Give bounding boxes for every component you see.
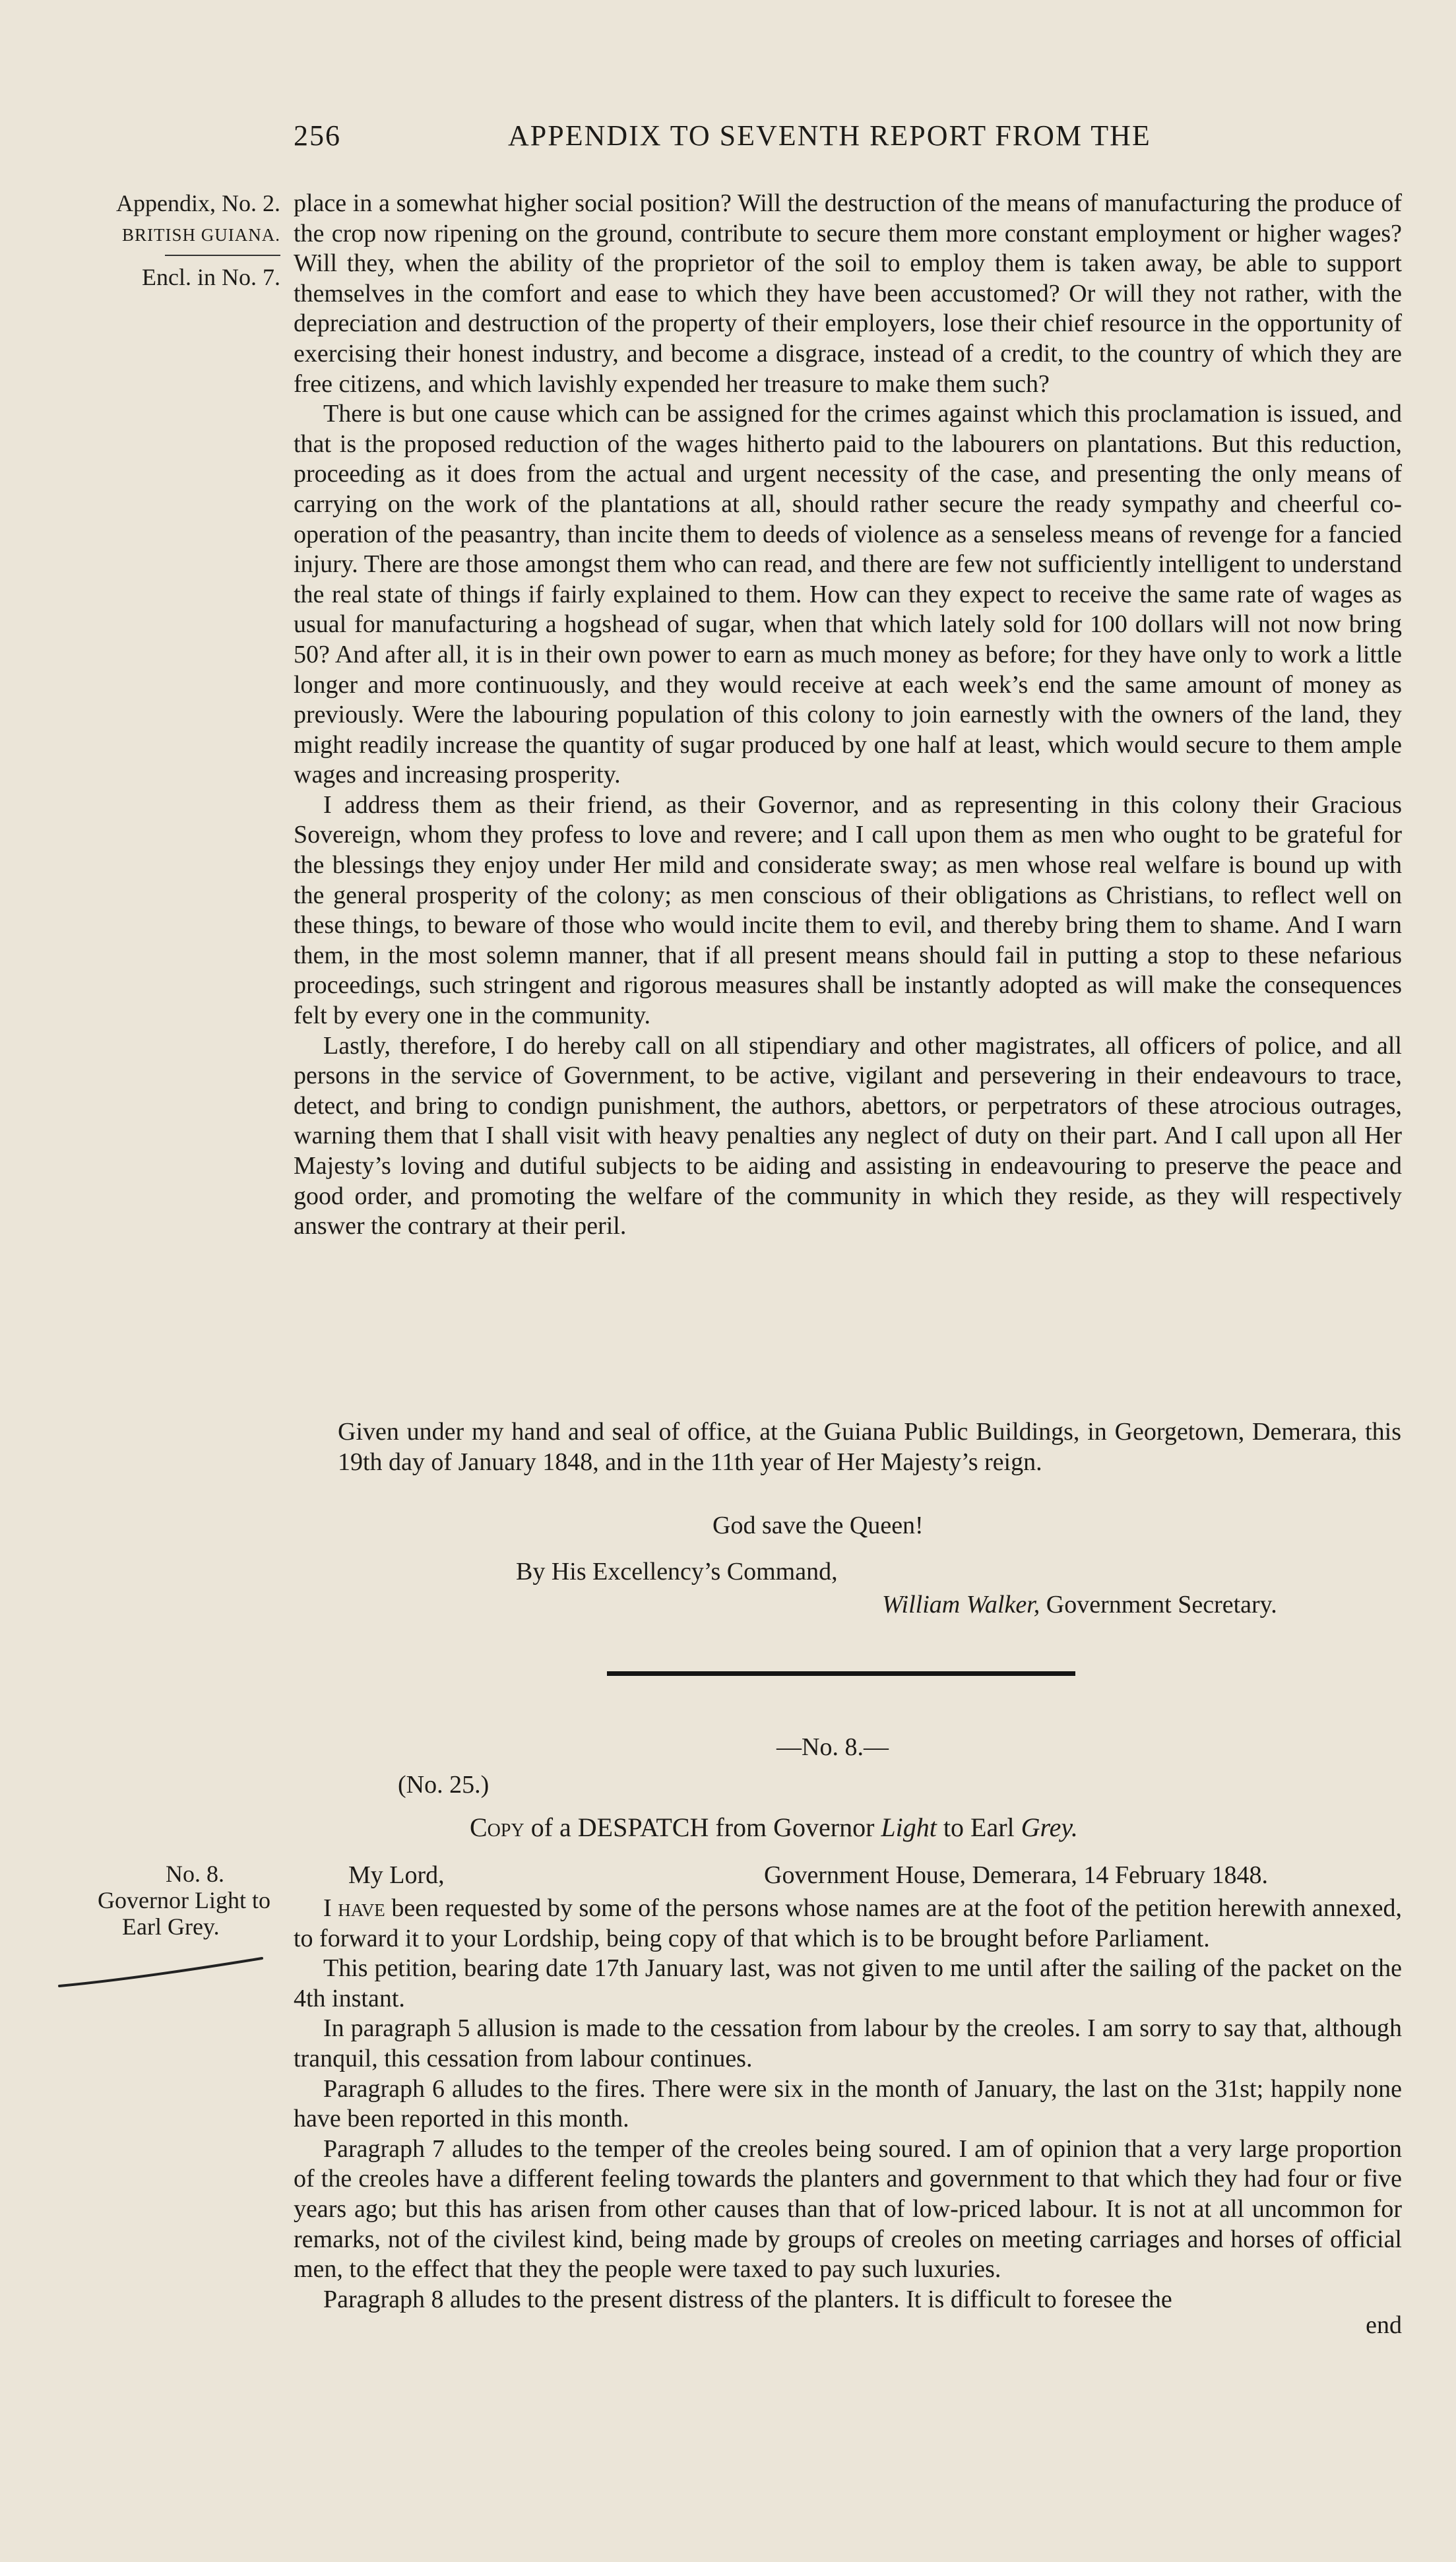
despatch-number-heading: —No. 8.—	[776, 1733, 889, 1761]
given-under-hand: Given under my hand and seal of office, at the Guiana Public Buildings, in Georgetown, Demerara, this 19th day of January 1848, and in the 11th year of Her Majesty’s reign.	[338, 1418, 1401, 1476]
despatch-paragraph: Paragraph 6 alludes to the fires. There were six in the month of January, the last on the 31st; happily none have been reported in this month.	[294, 2074, 1402, 2133]
despatch-title-mid: of a DESPATCH from Governor	[530, 1812, 875, 1842]
margin-rule	[165, 255, 280, 256]
proclamation-paragraph: There is but one cause which can be assigned for the crimes against which this proclamation is issued, and that is the proposed reduction of the wages hitherto paid to the labourers on plantations. But this reduction, proceeding as it does from the actual and urgent necessity of the case, and presenting the only means of carrying on the work of the plantations at all, should rather secure the ready sympathy and cheerful co-operation of the peasantry, than incite them to deeds of violence as a senseless means of revenge for a fancied injury. There are those amongst them who can read, and there are few not sufficiently intelligent to understand the real state of things if fairly explained to them. How can they expect to receive the same rate of wages as usual for manufacturing a hogshead of sugar, when that which lately sold for 100 dollars will not now bring 50? And after all, it is in their own power to earn as much money as before; for they have only to work a little longer and more continuously, and they would receive at each week’s end the same amount of money as previously. Were the labouring population of this colony to join earnestly with the owners of the land, they might readily increase the quantity of sugar produced by one half at least, which would secure to them ample wages and increasing prosperity.	[294, 400, 1402, 789]
margin-enclosure: Encl. in No. 7.	[142, 264, 280, 290]
handwritten-pen-stroke	[56, 1953, 267, 1993]
proclamation-paragraph: Lastly, therefore, I do hereby call on all stipendiary and other magistrates, all officers of police, and all persons in the service of Government, to be active, vigilant and persevering in their endeavours to trace, detect, and bring to condign punishment, the authors, abettors, or perpetrators of these atrocious outrages, warning them that I shall visit with heavy penalties any neglect of duty on their part. And I call upon all Her Majesty’s loving and dutiful subjects to be aiding and assisting in endeavouring to preserve the peace and good order, and promoting the welfare of the community in which they reside, as they will respectively answer the contrary at their peril.	[294, 1031, 1402, 1240]
despatch-title	[470, 1812, 1078, 1843]
despatch-sub-number: (No. 25.)	[398, 1771, 490, 1799]
signatory-name: William Walker,	[882, 1591, 1040, 1618]
margin-appendix: Appendix, No. 2.	[116, 190, 280, 216]
despatch-title-copy: Copy	[470, 1812, 524, 1842]
margin-notes-top	[46, 190, 280, 290]
despatch-first-rest: been requested by some of the persons whose names are at the foot of the petition herewith annexed, to forward it to your Lordship, being copy of that which is to be brought before Parliament.	[294, 1894, 1402, 1952]
despatch-paragraph: Paragraph 8 alludes to the present distress of the planters. It is difficult to foresee the	[323, 2285, 1172, 2313]
proclamation-paragraph: I address them as their friend, as their Governor, and as representing in this colony their Gracious Sovereign, whom they profess to love and revere; and I call upon them as men who ought to be grateful for the blessings they enjoy under Her mild and considerate sway; as men whose real welfare is bound up with the general prosperity of the colony; as men conscious of their obligations as Christians, to reflect well on these things, to beware of those who would incite them to evil, and thereby bring them to shame. And I warn them, in the most solemn manner, that if all present means should fail in putting a stop to these nefarious proceedings, such stringent and rigorous measures shall be instantly adopted as will make the consequences felt by every one in the community.	[294, 790, 1402, 1030]
margin-despatch-no: No. 8.	[166, 1861, 224, 1887]
despatch-salutation: My Lord,	[348, 1861, 445, 1889]
signatory	[882, 1590, 1277, 1620]
signatory-title: Government Secretary.	[1046, 1591, 1277, 1618]
despatch-first-words: I have	[323, 1894, 385, 1922]
catchword: end	[1366, 2311, 1402, 2340]
proclamation-paragraph: place in a somewhat higher social position? Will the destruction of the means of manufacturing the produce of the crop now ripening on the ground, contribute to secure them more constant employment or higher wages? Will they, when the ability of the proprietor of the soil to employ them is taken away, be able to support themselves in the comfort and ease to which they have been accustomed? Or will they not rather, with the depreciation and destruction of the property of their employers, lose their chief resource in the opportunity of exercising their honest industry, and become a disgrace, instead of a credit, to the country of which they are free citizens, and which lavishly expended her treasure to make them such?	[294, 189, 1402, 398]
proclamation-body	[294, 189, 1402, 1242]
despatch-title-grey: Grey.	[1021, 1812, 1078, 1842]
despatch-place-date: Government House, Demerara, 14 February 1848.	[764, 1861, 1268, 1889]
despatch-paragraph	[294, 1894, 1402, 1954]
despatch-body	[294, 1894, 1402, 2341]
despatch-title-end: to Earl	[943, 1812, 1015, 1842]
despatch-title-light: Light	[881, 1812, 937, 1842]
despatch-paragraph: Paragraph 7 alludes to the temper of the creoles being soured. I am of opinion that a very large proportion of the creoles have a different feeling towards the planters and government to that which they had four or five years ago; but this has arisen from other causes than that of low-priced labour. It is not at all uncommon for remarks, not of the civilest kind, being made by groups of creoles on meeting carriages and horses of official men, to the effect that they the people were taxed to pay such luxuries.	[294, 2134, 1402, 2284]
god-save-the-queen: God save the Queen!	[712, 1512, 924, 1539]
margin-earl-grey: Earl Grey.	[122, 1913, 220, 1940]
despatch-paragraph: In paragraph 5 allusion is made to the cessation from labour by the creoles. I am sorry to say that, although tranquil, this cessation from labour continues.	[294, 2014, 1402, 2072]
page-number: 256	[294, 119, 341, 152]
despatch-margin-notes	[46, 1861, 270, 1940]
margin-colony: BRITISH GUIANA.	[122, 225, 280, 245]
despatch-paragraph: This petition, bearing date 17th January last, was not given to me until after the sailing of the packet on the 4th instant.	[294, 1954, 1402, 2012]
header-title: APPENDIX TO SEVENTH REPORT FROM THE	[508, 119, 1151, 152]
section-divider	[607, 1671, 1075, 1676]
by-command: By His Excellency’s Command,	[516, 1558, 838, 1585]
margin-governor-line: Governor Light to	[98, 1887, 270, 1913]
